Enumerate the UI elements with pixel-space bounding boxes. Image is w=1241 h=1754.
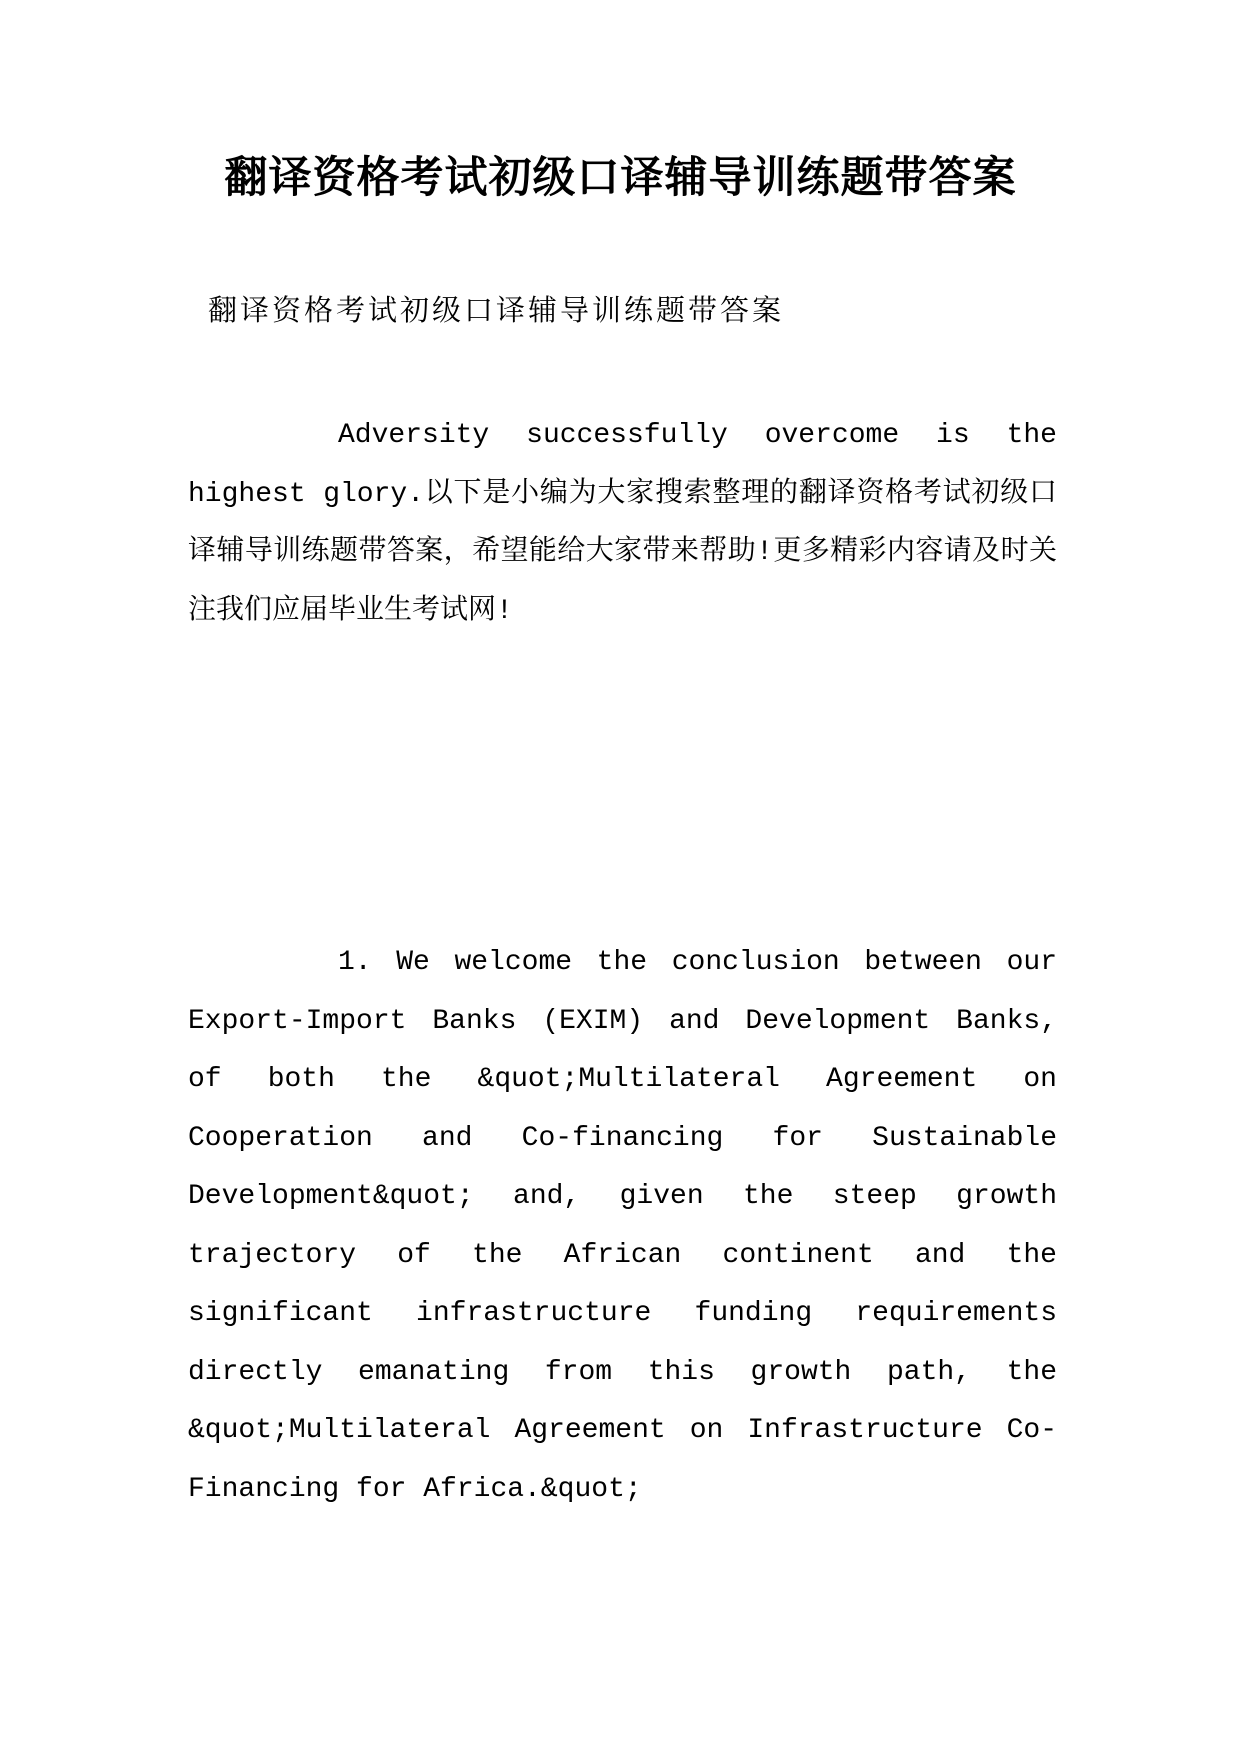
intro-paragraph: Adversity successfully overcome is the highest glory.以下是小编为大家搜索整理的翻译资格考试初级口译辅导训练题带答案，希望能给大家带来帮助!更多精彩内容请及时关注我们应届毕业生考试网! [188, 420, 1057, 627]
document-subtitle: 翻译资格考试初级口译辅导训练题带答案 [208, 293, 785, 327]
document-title: 翻译资格考试初级口译辅导训练题带答案 [224, 153, 1017, 203]
item-paragraph-1: 1. We welcome the conclusion between our Export-Import Banks (EXIM) and Development Banks, of both the &quot;Multilateral Agreement on Cooperation and Co-financing for Sustainable Development&quot; and, given the steep growth trajectory of the African continent and the significant infrastructure funding requirements directly emanating from this growth path, the &quot;Multilateral Agreement on Infrastructure Co-Financing for Africa.&quot; [188, 947, 1057, 1505]
